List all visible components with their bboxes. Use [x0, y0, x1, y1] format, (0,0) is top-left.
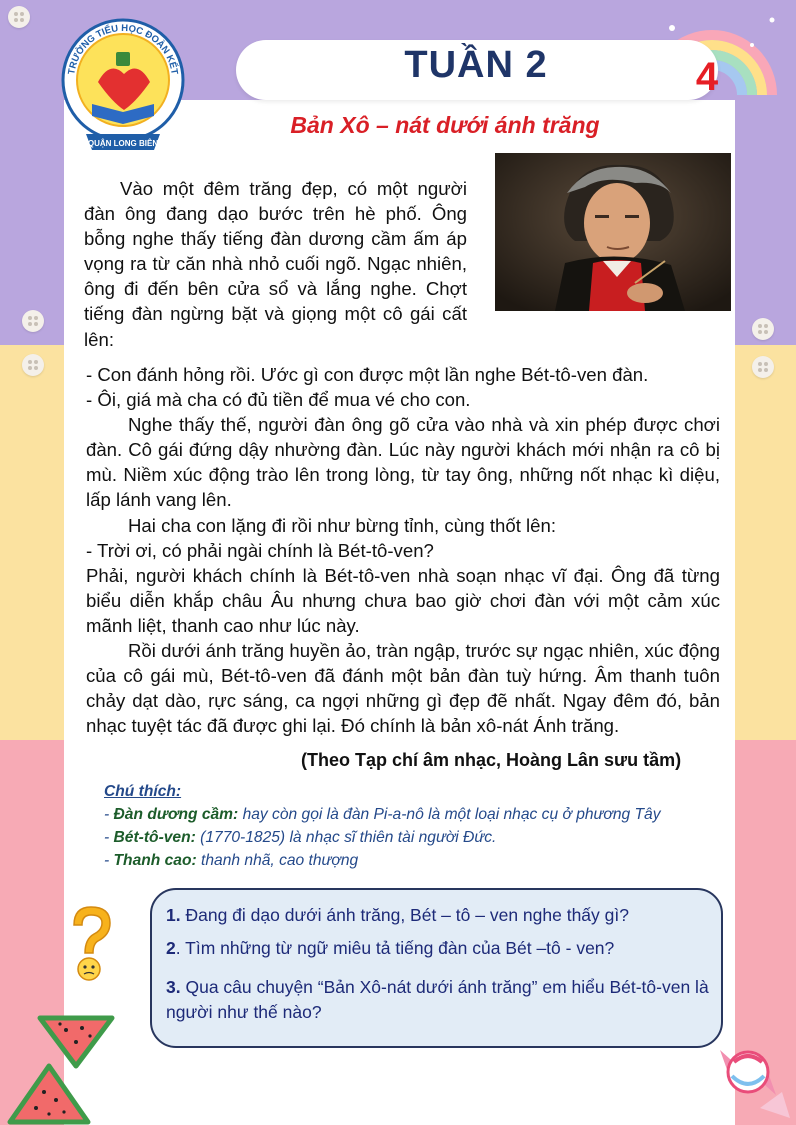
- beethoven-portrait: [495, 153, 731, 311]
- button-decoration-icon: [8, 6, 30, 28]
- logo-district: QUẬN LONG BIÊN: [87, 139, 159, 148]
- watermelon-icon: [36, 1010, 116, 1070]
- story-body: [86, 362, 720, 738]
- note-definition: hay còn gọi là đàn Pi-a-nô là một loại nhạc cụ ở phương Tây: [238, 806, 661, 823]
- question-3: [166, 975, 711, 1025]
- question-number: 3.: [166, 977, 181, 997]
- story-source: (Theo Tạp chí âm nhạc, Hoàng Lân sưu tầm): [301, 750, 682, 770]
- button-decoration-icon: [752, 356, 774, 378]
- story-paragraph-4: Phải, người khách chính là Bét-tô-ven nhà soạn nhạc vĩ đại. Ông đã từng biểu diễn khắp châu Âu nhưng chưa bao giờ chơi đàn với một cảm xúc mãnh liệt, thanh cao như lúc này.: [86, 564, 720, 636]
- story-dialogue-3: - Trời ơi, có phải ngài chính là Bét-tô-ven?: [86, 539, 434, 561]
- question-1: [166, 903, 706, 928]
- watermelon-icon: [6, 1062, 92, 1125]
- story-dialogue-1: - Con đánh hỏng rồi. Ước gì con được một lần nghe Bét-tô-ven đàn.: [86, 364, 649, 385]
- button-decoration-icon: [22, 310, 44, 332]
- note-prefix: -: [104, 829, 114, 846]
- button-decoration-icon: [752, 318, 774, 340]
- page-title: TUẦN 2: [404, 44, 548, 86]
- story-paragraph-3: Hai cha con lặng đi rồi như bừng tỉnh, cùng thốt lên:: [128, 514, 557, 536]
- story-paragraph-5: Rồi dưới ánh trăng huyền ảo, tràn ngập, trước sự ngạc nhiên, xúc động của cô gái mù, Bét-tô-ven đã đánh một bản đàn tuỳ hứng. Âm thanh tuôn chảy dạt dào, rực sáng, ca ngợi những gì đẹp đẽ nhất. Ngay đêm đó, bản nhạc tuyệt tác đã được ghi lại. Đó chính là bản xô-nát Ánh trăng.: [86, 640, 720, 737]
- note-term: Thanh cao:: [113, 852, 197, 869]
- question-number: 1.: [166, 905, 181, 925]
- page-number: 4: [695, 55, 719, 99]
- note-definition: (1770-1825) là nhạc sĩ thiên tài người Đức.: [195, 829, 497, 846]
- school-logo: [58, 12, 188, 160]
- note-definition: thanh nhã, cao thượng: [196, 852, 359, 869]
- notes-heading: Chú thích:: [104, 783, 182, 800]
- notes-section: [104, 780, 724, 872]
- story-dialogue-2: - Ôi, giá mà cha có đủ tiền để mua vé cho con.: [86, 389, 471, 411]
- note-term: Đàn dương cầm:: [113, 806, 239, 823]
- note-term: Bét-tô-ven:: [113, 829, 196, 846]
- question-text: Qua câu chuyện “Bản Xô-nát dưới ánh trăng” em hiểu Bét-tô-ven là người như thế nào?: [166, 977, 709, 1022]
- note-item: [104, 826, 724, 849]
- question-text: Đang đi dạo dưới ánh trăng, Bét – tô – ven nghe thấy gì?: [180, 905, 629, 925]
- logo-school-name: TRƯỜNG TIỂU HỌC ĐOÀN KẾT: [66, 22, 180, 76]
- question-text: . Tìm những từ ngữ miêu tả tiếng đàn của Bét –tô - ven?: [175, 938, 615, 958]
- question-2: [166, 936, 706, 961]
- note-item: [104, 803, 724, 826]
- candy-icon: [700, 1020, 796, 1125]
- question-number: 2: [166, 938, 176, 958]
- note-item: [104, 849, 724, 872]
- note-prefix: -: [104, 806, 114, 823]
- story-title: Bản Xô – nát dưới ánh trăng: [290, 112, 600, 138]
- button-decoration-icon: [22, 354, 44, 376]
- story-intro-paragraph: Vào một đêm trăng đẹp, có một người đàn ông đang dạo bước trên hè phố. Ông bỗng nghe thấy tiếng đàn dương cầm ấm áp vọng ra từ căn nhà nhỏ cuối ngõ. Ngạc nhiên, ông đi đến bên cửa sổ và lắng nghe. Chợt tiếng đàn ngừng bặt và giọng một cô gái cất lên:: [84, 178, 467, 350]
- question-mark-icon: [66, 905, 116, 985]
- note-prefix: -: [104, 852, 114, 869]
- story-paragraph-2: Nghe thấy thế, người đàn ông gõ cửa vào nhà và xin phép được chơi đàn. Cô gái đứng dậy nhường đàn. Lúc này người khách mới nhận ra cô bị mù. Niềm xúc động trào lên trong lòng, từ tay ông, những nốt nhạc kì diệu, lấp lánh vang lên.: [86, 414, 720, 511]
